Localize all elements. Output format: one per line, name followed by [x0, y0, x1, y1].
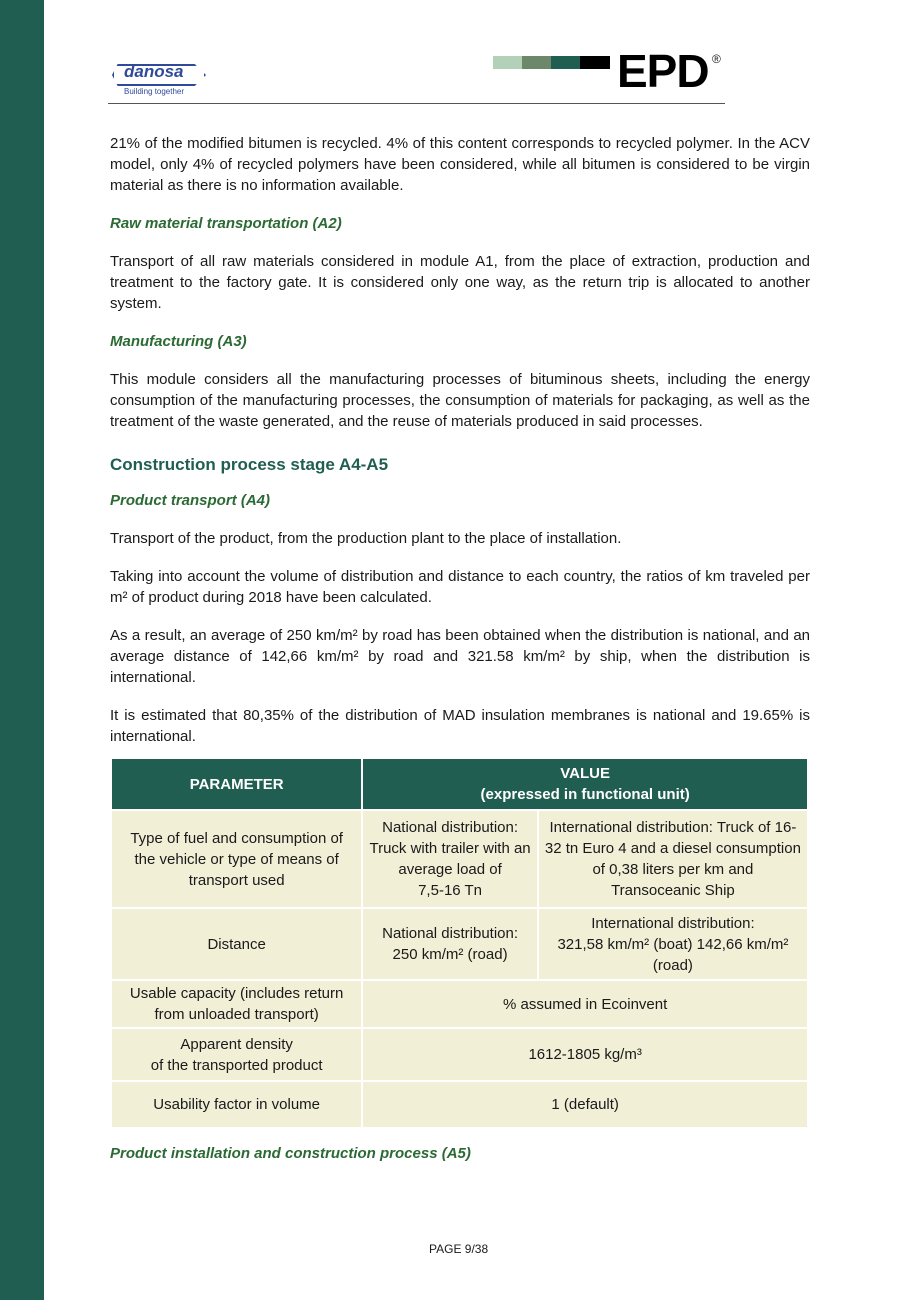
- table-row: [111, 1081, 808, 1128]
- paragraph: Transport of the product, from the production plant to the place of installation.: [110, 530, 622, 547]
- cell-line: National distribution:: [382, 925, 519, 942]
- param-cell: [111, 1028, 362, 1081]
- left-color-band: [0, 0, 44, 1300]
- bar-light: [493, 56, 522, 69]
- paragraph: 21% of the modified bitumen is recycled. 4% of this content corresponds to recycled polymer. In the ACV model, only 4% of recycled polymers have been considered, while all bitumen is considered to be virgin material as there is no information available.: [110, 135, 810, 194]
- paragraph: It is estimated that 80,35% of the distribution of MAD insulation membranes is national and 19.65% is international.: [110, 707, 810, 745]
- subheading-a4: Product transport (A4): [110, 492, 271, 509]
- cell-line: Truck with trailer with an average load of: [369, 840, 531, 878]
- epd-logo: EPD: [617, 45, 709, 97]
- subheading-a5: Product installation and construction process (A5): [110, 1145, 471, 1162]
- cell-line: of the transported product: [150, 1056, 323, 1074]
- paragraph: Taking into account the volume of distribution and distance to each country, the ratios of km traveled per m² of product during 2018 have been calculated.: [110, 568, 810, 606]
- paragraph: Transport of all raw materials considered in module A1, from the place of extraction, production and treatment to the factory gate. It is considered only one way, as the return trip is allocated to another system.: [110, 253, 810, 312]
- paragraph: This module considers all the manufacturing processes of bituminous sheets, including the energy consumption of the manufacturing processes, the consumption of materials for packaging, as well as the treatment of the waste generated, and the reuse of materials produced in said processes.: [110, 371, 810, 430]
- subheading-a3: Manufacturing (A3): [110, 333, 247, 350]
- page-number: PAGE 9/38: [429, 1242, 489, 1256]
- cell-line: 7,5-16 Tn: [418, 882, 483, 899]
- param-cell: Distance: [111, 908, 362, 980]
- cell-line: 321,58 km/m² (boat) 142,66 km/m² (road): [557, 935, 789, 974]
- cell-line: Apparent density: [180, 1035, 293, 1053]
- bar-dark: [551, 56, 580, 69]
- document-body: [110, 133, 810, 764]
- section-heading: Construction process stage A4-A5: [110, 455, 389, 474]
- header-value: [362, 758, 808, 810]
- international-cell: [538, 908, 808, 980]
- header-parameter: PARAMETER: [111, 758, 362, 810]
- param-cell: Usability factor in volume: [111, 1081, 362, 1128]
- logo-name: danosa: [124, 62, 184, 81]
- cell-line: 250 km/m² (road): [392, 946, 508, 963]
- header-value-title: VALUE: [560, 765, 611, 782]
- header-value-sub: (expressed in functional unit): [480, 786, 690, 803]
- paragraph: As a result, an average of 250 km/m² by road has been obtained when the distribution is national, and an average distance of 142,66 km/m² by road and 321.58 km/m² by ship, when the distribution is international.: [110, 627, 810, 686]
- transport-parameters-table: [110, 757, 809, 1129]
- table-row: [111, 908, 808, 980]
- table-row: [111, 1028, 808, 1081]
- value-cell: % assumed in Ecoinvent: [362, 980, 808, 1028]
- table-row: [111, 980, 808, 1028]
- epd-color-bars: [493, 56, 610, 69]
- param-cell: Type of fuel and consumption of the vehicle or type of means of transport used: [111, 810, 362, 908]
- bar-black: [580, 56, 610, 69]
- table-row: [111, 810, 808, 908]
- cell-line: International distribution:: [591, 914, 755, 932]
- national-cell: [362, 810, 538, 908]
- registered-mark: ®: [712, 52, 721, 66]
- cell-line: National distribution:: [382, 819, 519, 836]
- header-divider: [108, 103, 725, 104]
- value-cell: 1612-1805 kg/m³: [362, 1028, 808, 1081]
- param-cell: Usable capacity (includes return from unloaded transport): [111, 980, 362, 1028]
- danosa-logo: [110, 62, 210, 102]
- value-cell: 1 (default): [362, 1081, 808, 1128]
- cell-line: Transoceanic Ship: [611, 882, 735, 899]
- logo-tagline: Building together: [124, 87, 185, 96]
- national-cell: [362, 908, 538, 980]
- bar-mid: [522, 56, 551, 69]
- international-cell: [538, 810, 808, 908]
- subheading-a2: Raw material transportation (A2): [110, 215, 342, 232]
- cell-line: International distribution: Truck of 16-32 tn Euro 4 and a diesel consumption of 0,38 liters per km and: [544, 819, 801, 878]
